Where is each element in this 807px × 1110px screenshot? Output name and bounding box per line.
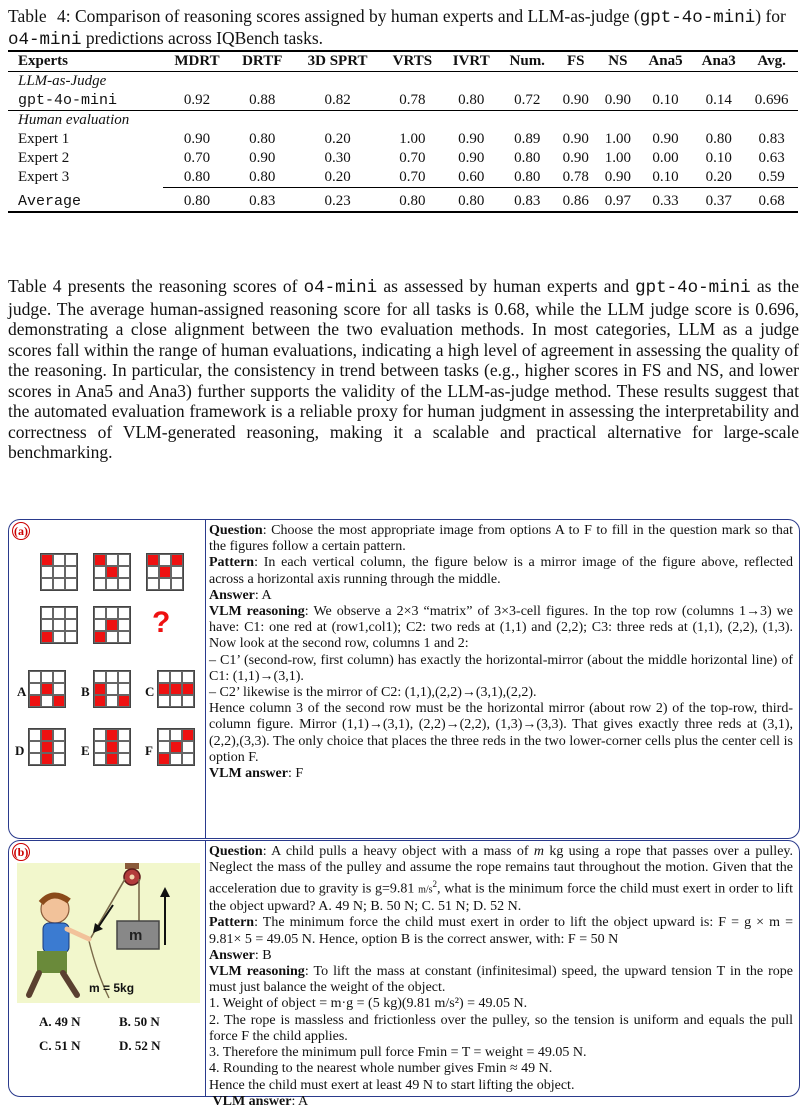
cell: 0.92 bbox=[183, 92, 211, 108]
question-label: Question bbox=[209, 523, 263, 538]
cell: 0.60 bbox=[458, 169, 485, 185]
cell: 0.83 bbox=[231, 188, 293, 213]
cell: 0.90 bbox=[562, 92, 589, 108]
header-cell: DRTF bbox=[231, 51, 293, 72]
cell: 1.00 bbox=[604, 150, 631, 166]
puzzle-figure bbox=[93, 606, 131, 644]
cell: 0.80 bbox=[705, 131, 732, 147]
pattern-text: : In each vertical column, the figure below is a mirror image of the figure above, reflected across a horizontal axis running through the middle. bbox=[209, 555, 793, 587]
para-model: o4-mini bbox=[303, 278, 378, 298]
cell: 0.70 bbox=[399, 150, 426, 166]
cell: 0.10 bbox=[652, 169, 679, 185]
cell: 0.68 bbox=[745, 188, 798, 213]
cell: 0.696 bbox=[754, 92, 789, 108]
choice-b: B. 50 N bbox=[119, 1014, 160, 1029]
cell: 0.72 bbox=[514, 92, 541, 108]
caption-text: Comparison of reasoning scores assigned by human experts and LLM-as-judge ( bbox=[74, 6, 640, 26]
option-label-c: C bbox=[145, 684, 155, 699]
para-text: as the judge. The average human-assigned reasoning score for all tasks is 0.68, while the LLM judge score is 0.696, demonstrating a close alignment between the two evaluation methods. In most categories, LLM as a judge scores fall within the range of human evaluations, indicating a high level of agreement in assessing the quality of the reasoning. In particular, the consistency in trend between tasks (e.g., higher scores in FS and NS, and lower scores in Ana5 and Ana3) further supports the validity of the LLM-as-judge method. These results suggest that the automated evaluation framework is a reliable proxy for human judgment in assessing the interpretability and correctness of VLM-generated reasoning, making it a scalable and practical alternative for large-scale benchmarking. bbox=[8, 276, 799, 462]
cell: 0.90 bbox=[458, 150, 485, 166]
cell: 0.59 bbox=[758, 169, 785, 185]
table-row bbox=[8, 91, 798, 111]
puzzle-image bbox=[9, 520, 206, 838]
vlm-answer-text: : A bbox=[291, 1093, 309, 1109]
choice-d: D. 52 N bbox=[119, 1038, 161, 1053]
reasoning-conclusion: Hence the child must exert at least 49 N to start lifting the object. bbox=[209, 1077, 575, 1093]
table-row bbox=[8, 168, 798, 188]
row-label: gpt-4o-mini bbox=[18, 92, 118, 109]
table-caption bbox=[8, 6, 798, 50]
option-label-d: D bbox=[15, 743, 25, 758]
pulley-scene bbox=[17, 863, 200, 1003]
section-llm-label: LLM-as-Judge bbox=[18, 73, 107, 89]
puzzle-figure bbox=[146, 553, 184, 591]
question-text: : Choose the most appropriate image from options A to F to fill in the question mark so that the figures follow a certain pattern. bbox=[209, 523, 793, 555]
pattern-text: : The minimum force the child must exert in order to lift the object upward is: F = g × m = 9.81× 5 = 49.05 N. Hence, option B is the correct answer, with: F = 50 N bbox=[209, 915, 793, 947]
header-cell: IVRT bbox=[443, 51, 500, 72]
reasoning-line: – C2’ likewise is the mirror of C2: (1,1),(2,2)→(3,1),(2,2). bbox=[209, 685, 537, 701]
pattern-label: Pattern bbox=[209, 555, 255, 571]
question-text: kg using a rope that passes over a pulley. Neglect the mass of the pulley and assume the rope remains taut throughout the motion. Given that the acceleration due to gravity is g=9.81 bbox=[209, 844, 793, 898]
table-row bbox=[8, 130, 798, 149]
cell: 0.80 bbox=[183, 169, 211, 185]
answer-label: Answer bbox=[209, 587, 255, 603]
caption-label: Table 4: bbox=[8, 6, 71, 26]
vlm-answer-label: VLM answer bbox=[212, 1093, 292, 1109]
cell: 0.20 bbox=[705, 169, 732, 185]
reasoning-label: VLM reasoning bbox=[209, 604, 305, 620]
puzzle-figure bbox=[40, 553, 78, 591]
row-label: Expert 2 bbox=[18, 150, 70, 166]
cell: 0.37 bbox=[692, 188, 745, 213]
cell: 0.90 bbox=[652, 131, 679, 147]
option-figure-e bbox=[93, 728, 131, 766]
question-text: : A child pulls a heavy object with a mass of bbox=[262, 844, 534, 859]
option-figure-b bbox=[93, 670, 131, 708]
vlm-answer-label: VLM answer bbox=[209, 766, 288, 782]
caption-end: predictions across IQBench tasks. bbox=[81, 28, 324, 48]
results-table bbox=[8, 50, 798, 213]
cell: 0.88 bbox=[249, 92, 276, 108]
reasoning-step: 4. Rounding to the nearest whole number gives Fmin ≈ 49 N. bbox=[209, 1061, 553, 1077]
question-text: , what is the minimum force the child must exert in order to lift the object upward? A. 49 N; B. 50 N; C. 51 N; D. 52 N. bbox=[209, 882, 793, 915]
option-figure-f bbox=[157, 728, 195, 766]
option-label-e: E bbox=[81, 743, 90, 758]
header-cell: Ana3 bbox=[692, 51, 745, 72]
cell: 1.00 bbox=[604, 131, 631, 147]
cell: 0.80 bbox=[458, 92, 485, 108]
cell: 0.90 bbox=[562, 131, 589, 147]
cell: 0.83 bbox=[500, 188, 555, 213]
cell: 0.80 bbox=[249, 131, 276, 147]
cell: 0.78 bbox=[399, 92, 426, 108]
choice-a: A. 49 N bbox=[39, 1014, 81, 1029]
cell: 0.83 bbox=[758, 131, 785, 147]
cell: 0.97 bbox=[597, 188, 639, 213]
reasoning-line: Hence column 3 of the second row must be the horizontal mirror (about row 2) of the top-row, third-column figure. Mirror (1,1)→(3,1), (2,2)→(2,2), (1,3)→(3,3). That gives exactly three reds at (3,1),(2,2),(3,3). The only choice that places the three reds in the two lower-corner cells plus the center cell is option F. bbox=[209, 701, 793, 765]
unit-exponent: 2 bbox=[432, 879, 438, 890]
header-cell: FS bbox=[555, 51, 597, 72]
reasoning-step: 3. Therefore the minimum pull force Fmin = T = weight = 49.05 N. bbox=[209, 1045, 587, 1061]
pulley-image bbox=[9, 841, 206, 1096]
section-human-label: Human evaluation bbox=[8, 111, 798, 131]
caption-judge: gpt-4o-mini bbox=[639, 8, 756, 28]
cell: 0.89 bbox=[514, 131, 541, 147]
header-cell: 3D SPRT bbox=[293, 51, 382, 72]
panel-a-text bbox=[209, 523, 793, 782]
cell: 0.80 bbox=[249, 169, 276, 185]
choice-c: C. 51 N bbox=[39, 1038, 81, 1053]
reasoning-step: 1. Weight of object = m·g = (5 kg)(9.81 m/s²) = 49.05 N. bbox=[209, 996, 528, 1012]
table-row-average bbox=[8, 188, 798, 213]
answer-text: : B bbox=[254, 947, 272, 963]
reasoning-line: – C1’ (second-row, first column) has exactly the horizontal-mirror (about the middle horizontal line) of C1: (1,1)→(3,1). bbox=[209, 652, 793, 684]
cell: 0.00 bbox=[652, 150, 679, 166]
header-cell: NS bbox=[597, 51, 639, 72]
cell: 0.23 bbox=[293, 188, 382, 213]
mass-box-label: m bbox=[129, 927, 143, 944]
row-label: Expert 1 bbox=[18, 131, 70, 147]
cell: 0.90 bbox=[604, 169, 631, 185]
option-figure-c bbox=[157, 670, 195, 708]
figure-panel-b bbox=[8, 840, 800, 1109]
section-row bbox=[8, 72, 798, 92]
question-label: Question bbox=[209, 844, 263, 859]
reasoning-text: : To lift the mass at constant (infinitesimal) speed, the upward tension T in the rope must just balance the weight of the object. bbox=[209, 964, 793, 996]
option-figure-a bbox=[28, 670, 66, 708]
cell: 0.80 bbox=[514, 150, 541, 166]
cell: 0.70 bbox=[399, 169, 426, 185]
cell: 0.86 bbox=[555, 188, 597, 213]
unit-text: m/s bbox=[418, 885, 433, 897]
para-judge: gpt-4o-mini bbox=[635, 278, 751, 298]
header-cell: Ana5 bbox=[639, 51, 692, 72]
panel-tag-a: (a) bbox=[14, 524, 28, 538]
reasoning-label: VLM reasoning bbox=[209, 964, 305, 980]
cell: 0.63 bbox=[758, 150, 785, 166]
header-cell: MDRT bbox=[163, 51, 232, 72]
cell: 0.14 bbox=[705, 92, 732, 108]
cell: 0.90 bbox=[183, 131, 211, 147]
cell: 1.00 bbox=[399, 131, 426, 147]
section-row bbox=[8, 111, 798, 131]
figure-panel-a bbox=[8, 519, 800, 839]
question-mark: ? bbox=[152, 606, 171, 639]
para-text: Table 4 presents the reasoning scores of bbox=[8, 276, 304, 296]
header-cell: Avg. bbox=[745, 51, 798, 72]
cell: 0.90 bbox=[562, 150, 589, 166]
mass-value-label: m = 5kg bbox=[89, 981, 135, 995]
cell: 0.78 bbox=[562, 169, 589, 185]
option-label-f: F bbox=[145, 743, 153, 758]
cell: 0.90 bbox=[249, 150, 276, 166]
option-label-b: B bbox=[81, 684, 90, 699]
reasoning-text: : We observe a 2×3 “matrix” of 3×3-cell figures. In the top row (columns 1→3) we have: C1: one red at (row1,col1); C2: two reds at (1,1) and (2,2); C3: three reds at (1,1), (2,2), (1,3). Now look at the second row, columns 1 and 2: bbox=[209, 604, 794, 652]
panel-b-text bbox=[209, 844, 793, 1110]
caption-model: o4-mini bbox=[8, 30, 82, 50]
pattern-label: Pattern bbox=[209, 915, 255, 931]
header-cell: Num. bbox=[500, 51, 555, 72]
answer-label: Answer bbox=[209, 947, 255, 963]
puzzle-figure bbox=[93, 553, 131, 591]
puzzle-figure bbox=[40, 606, 78, 644]
reasoning-step: 2. The rope is massless and frictionless over the pulley, so the tension is uniform and equals the pull force F the child applies. bbox=[209, 1012, 793, 1044]
cell: 0.10 bbox=[652, 92, 679, 108]
cell: 0.80 bbox=[382, 188, 443, 213]
cell: 0.33 bbox=[639, 188, 692, 213]
cell: 0.80 bbox=[514, 169, 541, 185]
header-cell: Experts bbox=[8, 51, 163, 72]
body-paragraph bbox=[8, 276, 799, 463]
cell: 0.20 bbox=[324, 131, 351, 147]
cell: 0.20 bbox=[324, 169, 351, 185]
row-label: Average bbox=[8, 188, 163, 213]
cell: 0.90 bbox=[458, 131, 485, 147]
cell: 0.10 bbox=[705, 150, 732, 166]
table-row bbox=[8, 149, 798, 168]
option-figure-d bbox=[28, 728, 66, 766]
cell: 0.90 bbox=[604, 92, 631, 108]
cell: 0.80 bbox=[163, 188, 232, 213]
table-header-row bbox=[8, 51, 798, 72]
option-label-a: A bbox=[17, 684, 27, 699]
caption-mid: ) for bbox=[755, 6, 786, 26]
panel-tag-b: (b) bbox=[13, 845, 29, 859]
cell: 0.80 bbox=[443, 188, 500, 213]
cell: 0.70 bbox=[183, 150, 211, 166]
header-cell: VRTS bbox=[382, 51, 443, 72]
para-text: as assessed by human experts and bbox=[377, 276, 636, 296]
cell: 0.30 bbox=[324, 150, 351, 166]
mass-symbol: m bbox=[533, 844, 544, 859]
vlm-answer-text: : F bbox=[287, 766, 304, 782]
answer-text: : A bbox=[254, 587, 272, 603]
cell: 0.82 bbox=[324, 92, 351, 108]
row-label: Expert 3 bbox=[18, 169, 70, 186]
